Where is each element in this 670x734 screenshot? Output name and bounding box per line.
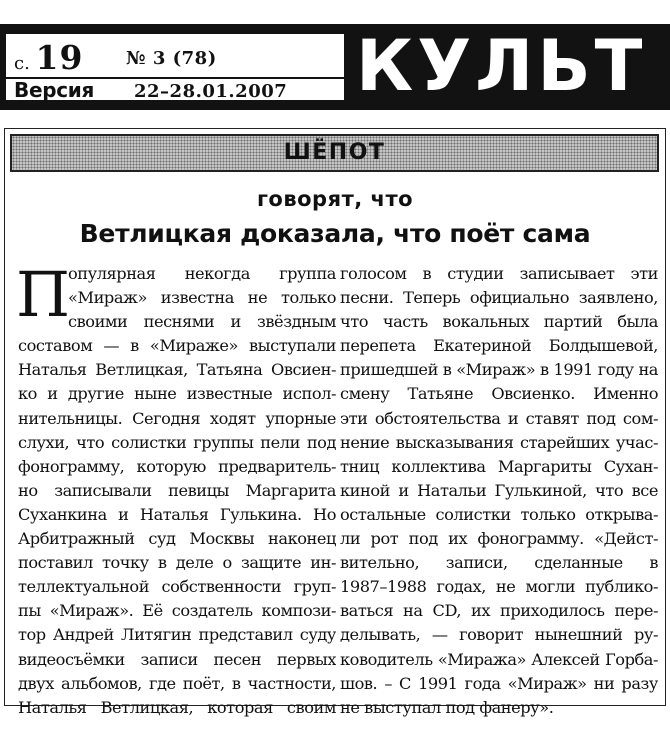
article-line: киной и Натальи Гулькиной, что все: [340, 480, 658, 500]
article-line: поставил точку в деле о защите ин-: [18, 553, 336, 573]
article-line: видеосъёмки записи песен первых: [18, 649, 336, 669]
drop-cap: П: [16, 258, 70, 331]
masthead: [0, 24, 670, 110]
article-line: 1987–1988 годах, не могли публико-: [340, 577, 658, 597]
publication-name: Версия: [14, 78, 95, 102]
page-number: [14, 38, 83, 77]
article-line: слухи, что солистки группы пели под: [18, 432, 336, 452]
article-line: пришедшей в «Мираж» в 1991 году на: [340, 360, 658, 380]
article-line: ко и другие ныне известные испол-: [18, 384, 336, 404]
article-line: пы «Мираж». Её создатель компози-: [18, 601, 336, 621]
article-line: что часть вокальных партий была: [340, 312, 658, 332]
article-line: ководитель «Миража» Алексей Горба-: [340, 649, 658, 669]
article-line: ли рот под их фонограмму. «Дейст-: [340, 529, 658, 549]
article-line: эти обстоятельства и ставят под сом-: [340, 408, 658, 428]
article-line: составом — в «Мираже» выступали: [18, 336, 336, 356]
article-line: вительно, записи, сделанные в: [340, 553, 658, 573]
article-kicker: говорят, что: [256, 187, 414, 211]
article-line: шов. – С 1991 года «Мираж» ни разу: [340, 673, 658, 693]
article-line: голосом в студии записывает эти: [340, 264, 658, 283]
article-line: Наталья Ветлицкая, которая своим: [18, 697, 336, 717]
article-headline: Ветлицкая доказала, что поёт сама: [79, 219, 591, 248]
article-line: Суханкина и Наталья Гулькина. Но: [18, 504, 336, 524]
article-line: теллектуальной собственности груп-: [18, 577, 336, 597]
article-frame: [4, 128, 666, 717]
article-line: нительницы. Сегодня ходят упорные: [18, 408, 336, 428]
article-line: фонограмму, которую предваритель-: [18, 456, 336, 476]
article-line: Наталья Ветлицкая, Татьяна Овсиен-: [18, 360, 336, 380]
article-column-right: [340, 262, 658, 720]
article-line: тор Андрей Литягин представил суду: [18, 625, 336, 645]
rubric-label: ШЁПОТ: [283, 140, 386, 165]
page-prefix: с.: [14, 53, 30, 74]
article-line: ваться на CD, их приходилось пере-: [340, 601, 658, 621]
article-line: не выступал под фанеру».: [340, 697, 554, 717]
article-line: делывать, — говорит нынешний ру-: [340, 625, 658, 645]
article-line: Арбитражный суд Москвы наконец: [18, 529, 336, 549]
article-line: своими песнями и звёздным: [68, 312, 336, 332]
issue-dates: 22–28.01.2007: [134, 81, 288, 102]
article-line: нение высказывания старейших учас-: [340, 432, 658, 452]
article-line: двух альбомов, где поёт, в частности,: [18, 673, 336, 693]
article-line: но записывали певицы Маргарита: [18, 480, 336, 500]
article-column-left: [16, 258, 336, 720]
article-line: опулярная некогда группа: [68, 264, 336, 283]
issue-number: № 3 (78): [126, 48, 217, 69]
section-title: КУЛЬТ: [356, 25, 647, 107]
rubric-bar: [10, 134, 659, 172]
article-line: тниц коллектива Маргариты Сухан-: [340, 456, 658, 476]
masthead-info-panel: [6, 34, 344, 100]
article-line: песни. Теперь официально заявлено,: [340, 288, 658, 308]
article-line: «Мираж» известна не только: [68, 288, 336, 308]
page-number-value: 19: [35, 38, 84, 77]
article-line: перепета Екатериной Болдышевой,: [340, 336, 658, 356]
article-line: остальные солистки только открыва-: [340, 504, 658, 524]
article-line: смену Татьяне Овсиенко. Именно: [340, 384, 658, 404]
